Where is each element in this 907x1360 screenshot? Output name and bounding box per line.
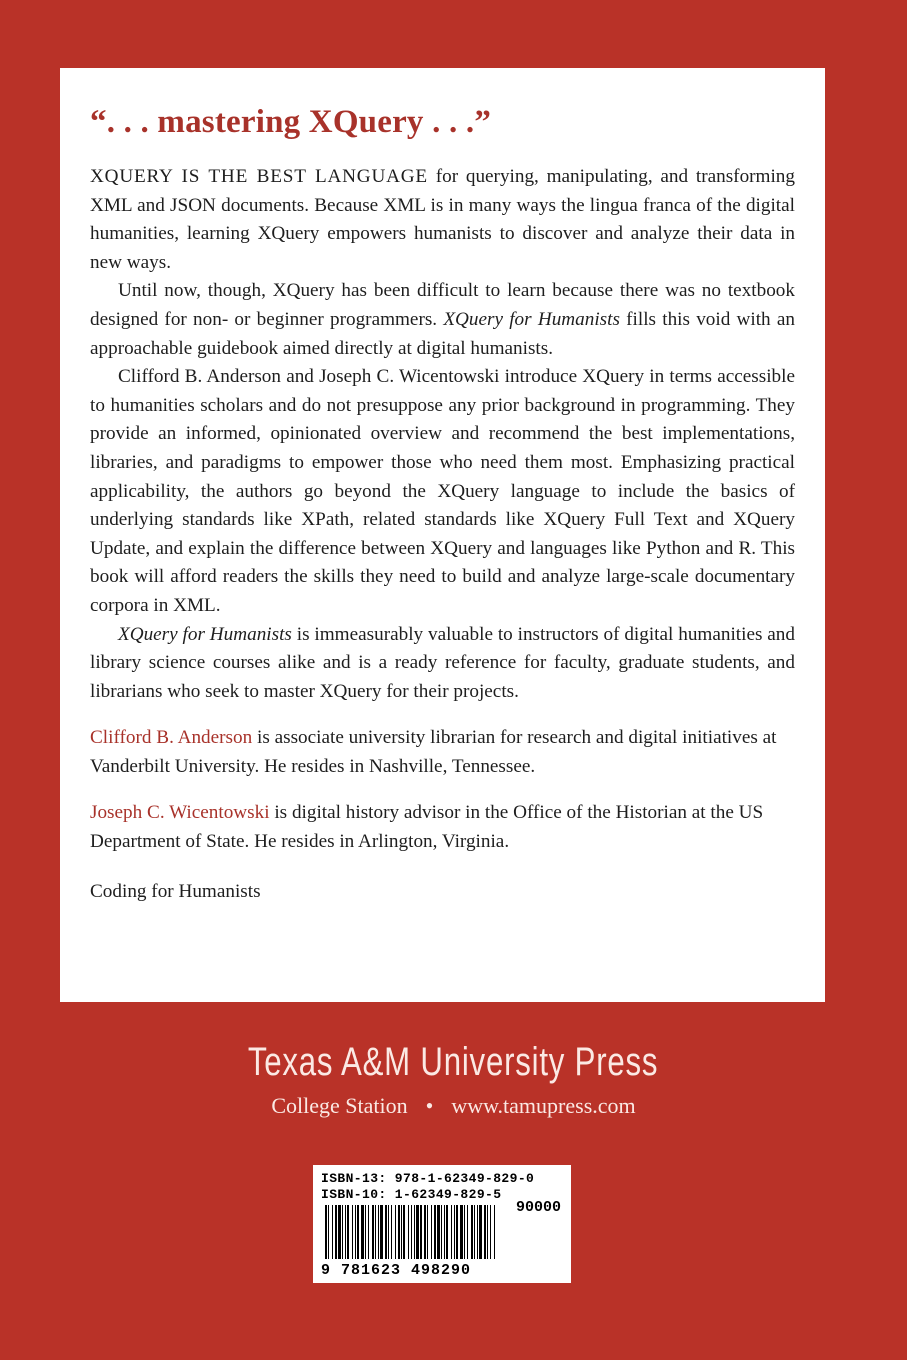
paragraph-2 [90,277,795,363]
pull-quote: “. . . mastering XQuery . . .” [90,104,492,140]
author-name: Joseph C. Wicentowski [90,802,270,824]
separator: • [425,1093,434,1118]
publisher-line [0,1093,907,1119]
barcode-number: 9 781623 498290 [321,1262,472,1279]
barcode-bars [325,1205,561,1259]
series-name: Coding for Humanists [90,880,261,902]
paragraph-3: Clifford B. Anderson and Joseph C. Wicentowski introduce XQuery in terms accessible to humanities scholars and do not presuppose any prior background in programming. They provide an informed, opinionated overview and recommend the best implementations, libraries, and paradigms to empower those who need them most. Emphasizing practical applicability, the authors go beyond the XQuery language to include the basics of underlying standards like XPath, related standards like XQuery Full Text and XQuery Update, and explain the difference between XQuery and languages like Python and R. This book will afford readers the skills they need to build and analyze large-scale documentary corpora in XML. [90,366,795,616]
publisher-city: College Station [271,1093,408,1118]
publisher-url: www.tamupress.com [451,1093,636,1118]
author-bio-2 [90,799,795,856]
author-name: Clifford B. Anderson [90,727,253,749]
author-bio: is associate university librarian for research and digital initiatives at Vanderbilt University. He resides in Nashville, Tennessee. [90,727,777,777]
publisher-block [0,1040,907,1119]
author-bio-1 [90,724,795,781]
lead-caps: XQUERY IS THE BEST LANGUAGE [90,166,428,187]
price-code: 90000 [515,1199,561,1216]
isbn-barcode [313,1165,571,1283]
paragraph-1-text: for querying, manipulating, and transforming XML and JSON documents. Because XML is in many ways the lingua franca of the digital humanities, learning XQuery empowers humanists to discover and analyze their data in new ways. [90,166,795,273]
book-title: XQuery for Humanists [118,623,292,645]
paragraph-4-text: is immeasurably valuable to instructors of digital humanities and library science courses alike and is a ready reference for faculty, graduate students, and librarians who seek to master XQuery for their projects. [90,623,795,702]
paragraph-4 [90,621,795,707]
author-bio: is digital history advisor in the Office of the Historian at the US Department of State. He resides in Arlington, Virginia. [90,802,764,853]
paragraph-2-text-b: fills this void with an approachable guidebook aimed directly at digital humanists. [90,308,795,359]
isbn-13: ISBN-13: 978-1-62349-829-0 [321,1171,535,1186]
publisher-name: Texas A&M University Press [248,1040,659,1084]
paragraph-1 [90,163,795,277]
paragraph-2-text-a: Until now, though, XQuery has been difficult to learn because there was no textbook designed for non- or beginner programmers. [90,280,795,330]
description [90,163,795,706]
isbn-10: ISBN-10: 1-62349-829-5 [321,1187,502,1202]
back-cover-panel [60,68,825,1002]
book-title: XQuery for Humanists [443,308,620,330]
